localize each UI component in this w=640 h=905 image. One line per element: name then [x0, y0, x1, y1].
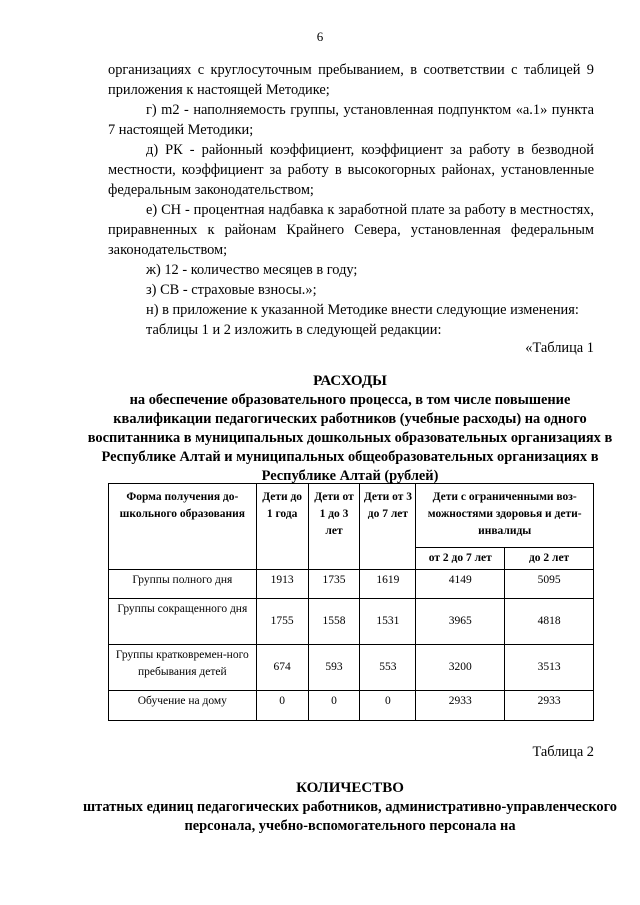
table1-title: РАСХОДЫ — [313, 373, 387, 389]
cell-value: 674 — [256, 645, 308, 691]
cell-value: 5095 — [505, 570, 594, 599]
table2-label: Таблица 2 — [532, 744, 594, 760]
paragraph: ж) 12 - количество месяцев в году; — [146, 262, 358, 278]
cell-value: 0 — [308, 691, 360, 721]
paragraph: д) РК - районный коэффициент, коэффициент за работу в безводной местности, коэффициент за работу в высокогорных районах, установленные федеральным законодательством; — [108, 142, 594, 198]
cell-value: 1619 — [360, 570, 416, 599]
cell-form: Обучение на дому — [109, 691, 257, 721]
cell-value: 2933 — [416, 691, 505, 721]
cell-value: 2933 — [505, 691, 594, 721]
table-row — [109, 645, 594, 691]
cell-value: 0 — [360, 691, 416, 721]
table2-heading — [80, 779, 620, 836]
cell-value: 4149 — [416, 570, 505, 599]
paragraph: н) в приложение к указанной Методике внести следующие изменения: — [146, 302, 579, 318]
cell-value: 3513 — [505, 645, 594, 691]
table1-subtitle: на обеспечение образовательного процесса, в том числе повышение квалификации педагогических работников (учебные расходы) на одного воспитанника в муниципальных дошкольных образовательных организациях в Республике Алтай и муниципальных общеобразовательных организациях в Республике Алтай (рублей) — [87, 392, 613, 484]
cell-value: 553 — [360, 645, 416, 691]
table2-subtitle: штатных единиц педагогических работников, административно-управленческого персонала, учебно-вспомогательного персонала на — [83, 799, 617, 834]
header-disabled: Дети с ограниченными воз-можностями здоровья и дети-инвалиды — [416, 484, 594, 548]
body-text — [108, 60, 594, 340]
paragraph: г) m2 - наполняемость группы, установленная подпунктом «а.1» пункта 7 настоящей Методики; — [108, 102, 594, 138]
header-disabled-2-to-7: от 2 до 7 лет — [416, 548, 505, 570]
cell-value: 4818 — [505, 599, 594, 645]
header-form: Форма получения до-школьного образования — [109, 484, 257, 570]
page-number: 6 — [316, 29, 324, 44]
cell-value: 1735 — [308, 570, 360, 599]
cell-value: 3200 — [416, 645, 505, 691]
expenses-table — [108, 483, 594, 721]
table-row — [109, 691, 594, 721]
header-disabled-under-2: до 2 лет — [505, 548, 594, 570]
cell-form: Группы полного дня — [109, 570, 257, 599]
table-row — [109, 599, 594, 645]
cell-form: Группы сокращенного дня — [109, 599, 257, 645]
cell-value: 593 — [308, 645, 360, 691]
cell-value: 1755 — [256, 599, 308, 645]
cell-value: 1531 — [360, 599, 416, 645]
table1-label: «Таблица 1 — [525, 340, 594, 356]
cell-form: Группы кратковремен-ного пребывания детей — [109, 645, 257, 691]
paragraph: е) СН - процентная надбавка к заработной плате за работу в местностях, приравненных к районам Крайнего Севера, установленная федеральным законодательством; — [108, 202, 594, 258]
cell-value: 1558 — [308, 599, 360, 645]
cell-value: 3965 — [416, 599, 505, 645]
header-1-to-3: Дети от 1 до 3 лет — [308, 484, 360, 570]
table2-title: КОЛИЧЕСТВО — [296, 780, 404, 796]
paragraph: з) СВ - страховые взносы.»; — [146, 282, 317, 298]
table1-heading — [80, 372, 620, 486]
header-3-to-7: Дети от 3 до 7 лет — [360, 484, 416, 570]
cell-value: 0 — [256, 691, 308, 721]
cell-value: 1913 — [256, 570, 308, 599]
header-under-1: Дети до 1 года — [256, 484, 308, 570]
paragraph: таблицы 1 и 2 изложить в следующей редакции: — [146, 322, 442, 338]
table-row — [109, 570, 594, 599]
paragraph: организациях с круглосуточным пребыванием, в соответствии с таблицей 9 приложения к настоящей Методике; — [108, 62, 594, 98]
